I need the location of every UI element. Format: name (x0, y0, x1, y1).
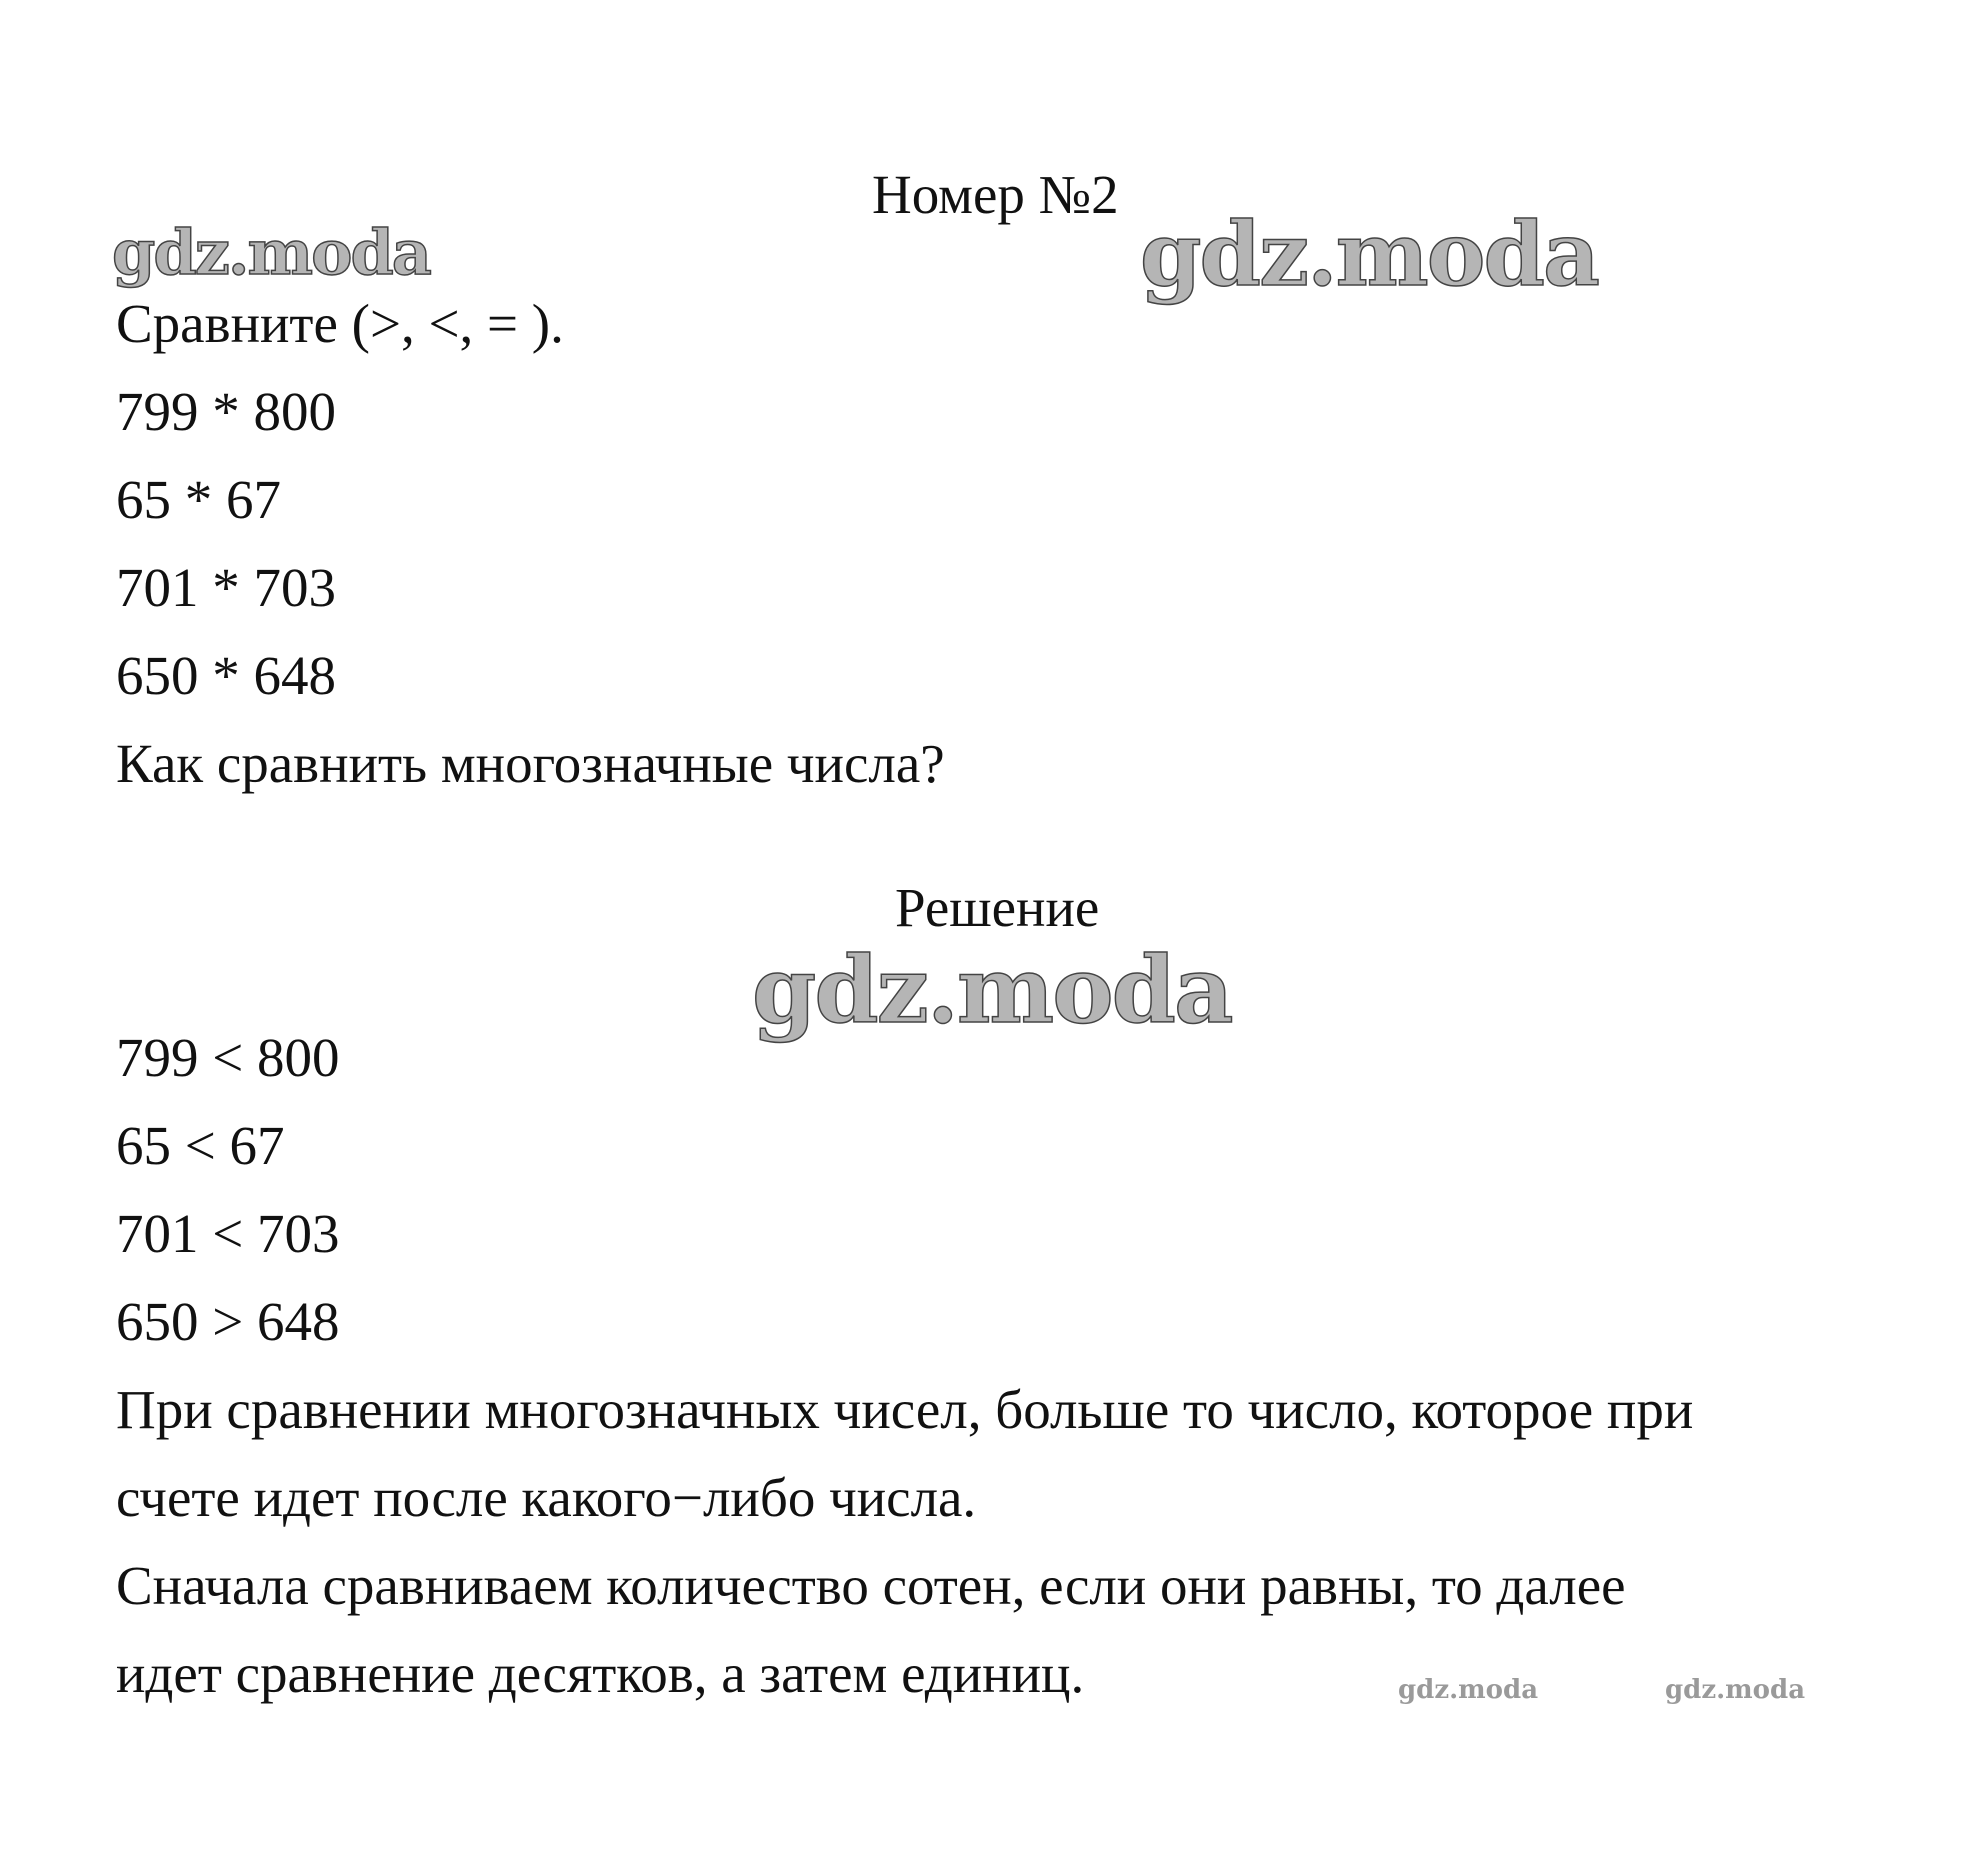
solution-answer: 799 < 800 (116, 1027, 340, 1088)
task-item: 65 * 67 (116, 469, 281, 530)
task-item: 799 * 800 (116, 381, 336, 442)
task-item: 650 * 648 (116, 645, 336, 706)
solution-explanation-line: Сначала сравниваем количество сотен, если они равны, то далее (116, 1555, 1626, 1616)
watermark-logo-middle: gdz.moda (752, 936, 1232, 1044)
watermark-logo-bottom-1: gdz.moda (1398, 1675, 1539, 1705)
watermark-logo-top-right: gdz.moda (1140, 202, 1599, 306)
solution-answer: 650 > 648 (116, 1291, 340, 1352)
task-instruction: Сравните (>, <, = ). (116, 293, 564, 354)
watermark-logo-bottom-2: gdz.moda (1665, 1675, 1806, 1705)
task-number-title: Номер №2 (872, 164, 1119, 225)
task-item: 701 * 703 (116, 557, 336, 618)
watermark-logo-top-left: gdz.moda (112, 216, 430, 289)
solution-explanation-line: идет сравнение десятков, а затем единиц. (116, 1643, 1085, 1704)
solution-explanation-line: При сравнении многозначных чисел, больше то число, которое при (116, 1379, 1694, 1440)
solution-heading: Решение (895, 877, 1100, 938)
task-question: Как сравнить многозначные числа? (116, 733, 945, 794)
solution-answer: 701 < 703 (116, 1203, 340, 1264)
solution-explanation-line: счете идет после какого−либо числа. (116, 1467, 977, 1528)
solution-answer: 65 < 67 (116, 1115, 285, 1176)
